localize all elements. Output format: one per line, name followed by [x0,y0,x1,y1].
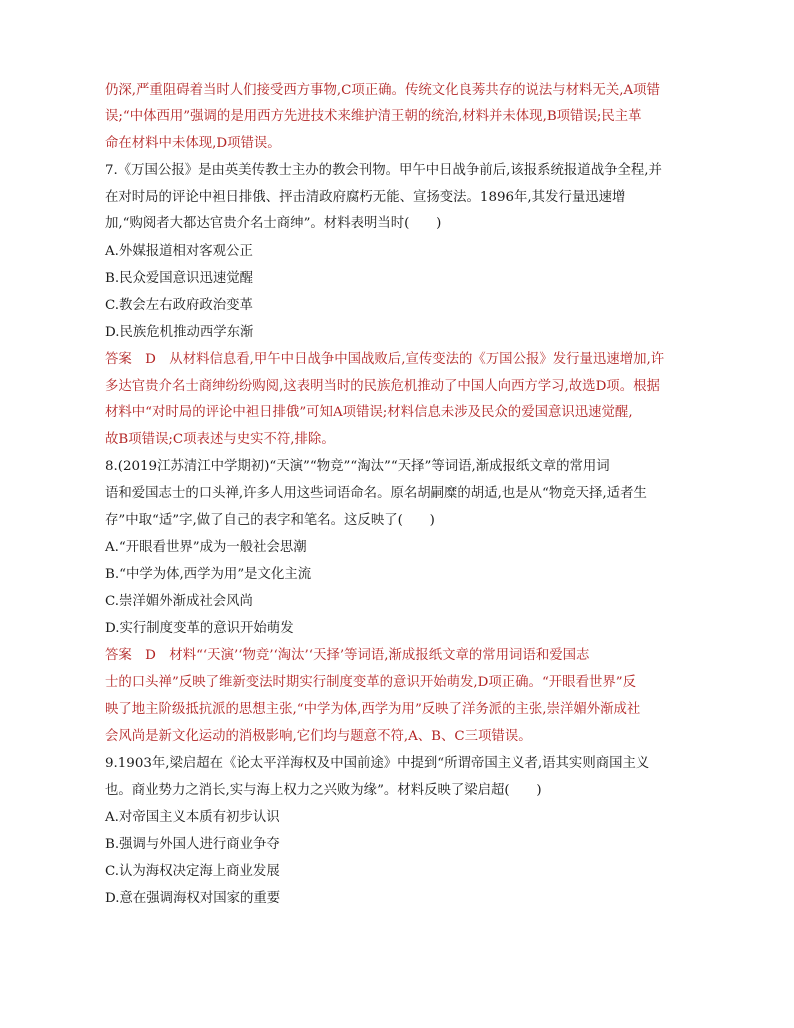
text-line-29: C.认为海权决定海上商业发展 [105,864,280,879]
text-line-14: 8.(2019江苏清江中学期初)“天演”“物竞”“淘汰”“天择”等词语,渐成报纸文章的常用词 [105,459,610,474]
text-line-11: 多达官贵介名士商绅纷纷购阅,这表明当时的民族危机推动了中国人向西方学习,故选D项。根据 [105,379,660,394]
text-line-30: D.意在强调海权对国家的重要 [105,891,281,906]
text-line-19: C.崇洋媚外渐成社会风尚 [105,594,253,609]
text-line-24: 会风尚是新文化运动的消极影响,它们均与题意不符,A、B、C三项错误。 [105,729,532,744]
text-line-15: 语和爱国志士的口头禅,许多人用这些词语命名。原名胡嗣糜的胡适,也是从“物竞天择,适者生 [105,486,647,501]
text-line-20: D.实行制度变革的意识开始萌发 [105,621,294,636]
text-line-2: 命在材料中未体现,D项错误。 [105,136,281,151]
text-line-1: 误;“中体西用”强调的是用西方先进技术来维护清王朝的统治,材料并未体现,B项错误;民主革 [105,109,642,124]
text-line-10: 答案 D 从材料信息看,甲午中日战争中国战败后,宣传变法的《万国公报》发行量迅速增加,许 [105,352,665,367]
text-line-12: 材料中“对时局的评论中袒日排俄”可知A项错误;材料信息未涉及民众的爱国意识迅速觉醒, [105,405,633,420]
text-line-18: B.“中学为体,西学为用”是文化主流 [105,567,312,582]
text-line-0: 仍深,严重阻碍着当时人们接受西方事物,C项正确。传统文化良莠共存的说法与材料无关,A项错 [105,83,660,98]
text-line-3: 7.《万国公报》是由英美传教士主办的教会刊物。甲午中日战争前后,该报系统报道战争全程,并 [105,163,662,178]
text-line-28: B.强调与外国人进行商业争夺 [105,837,280,852]
text-line-23: 映了地主阶级抵抗派的思想主张,“中学为体,西学为用”反映了洋务派的主张,崇洋媚外渐成社 [105,702,641,717]
text-line-16: 存”中取“适”字,做了自己的表字和笔名。这反映了( ) [105,513,435,528]
text-line-9: D.民族危机推动西学东渐 [105,325,254,340]
text-line-21: 答案 D 材料“‘天演’‘物竞’‘淘汰’‘天择’等词语,渐成报纸文章的常用词语和爱国志 [105,648,590,663]
text-line-22: 士的口头禅”反映了维新变法时期实行制度变革的意识开始萌发,D项正确。“开眼看世界”反 [105,675,636,690]
text-line-26: 也。商业势力之消长,实与海上权力之兴败为缘”。材料反映了梁启超( ) [105,783,542,798]
text-line-5: 加,“购阅者大都达官贵介名士商绅”。材料表明当时( ) [105,216,442,231]
text-line-27: A.对帝国主义本质有初步认识 [105,810,280,825]
text-line-17: A.“开眼看世界”成为一般社会思潮 [105,540,307,555]
text-line-4: 在对时局的评论中袒日排俄、抨击清政府腐朽无能、宣扬变法。1896年,其发行量迅速增 [105,190,626,205]
text-line-7: B.民众爱国意识迅速觉醒 [105,271,254,286]
text-line-6: A.外媒报道相对客观公正 [105,244,253,259]
text-line-13: 故B项错误;C项表述与史实不符,排除。 [105,432,335,447]
text-line-25: 9.1903年,梁启超在《论太平洋海权及中国前途》中提到“所谓帝国主义者,语其实则商国主义 [105,756,650,771]
text-line-8: C.教会左右政府政治变革 [105,298,253,313]
